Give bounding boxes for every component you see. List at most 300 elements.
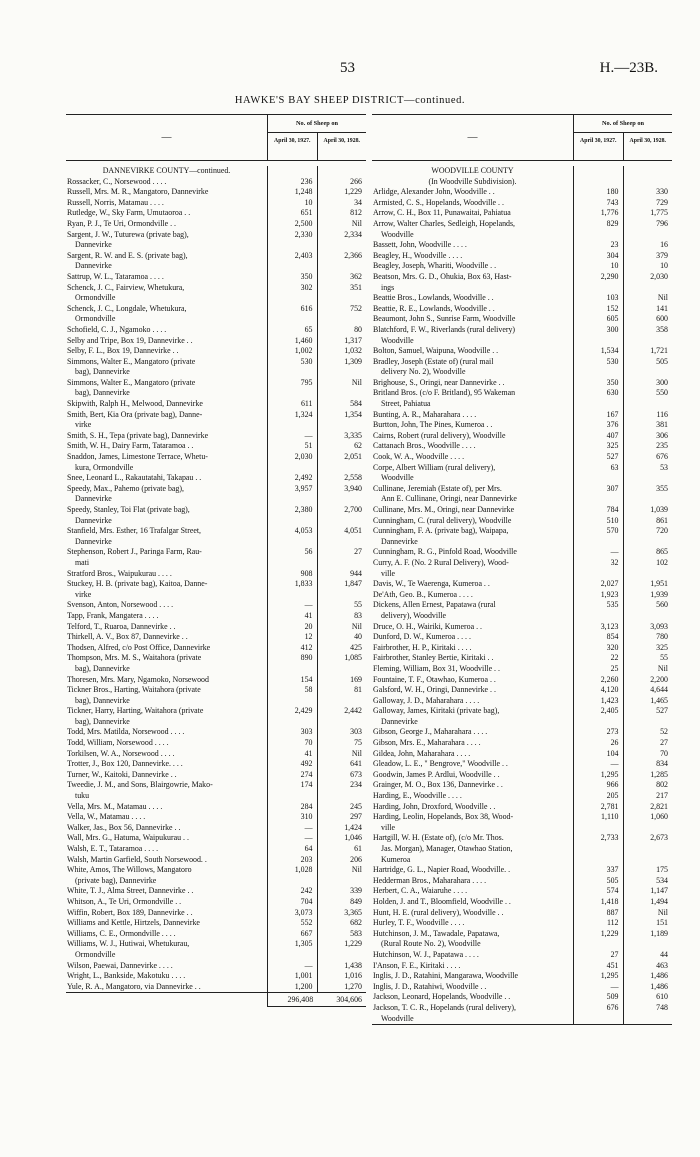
entry-name: kura, Ormondville <box>75 462 134 472</box>
sheep-1927: 1,923 <box>600 589 619 599</box>
sheep-1927: 1,534 <box>600 346 619 356</box>
entry-name: Dannevirke <box>75 261 112 271</box>
sheep-1927: 2,403 <box>294 250 313 260</box>
sheep-1928: 27 <box>354 547 362 557</box>
sheep-1927: 325 <box>606 441 619 451</box>
sheep-1928: Nil <box>351 865 362 875</box>
entry-name: Dunford, D. W., Kumeroa . . . . <box>373 632 471 642</box>
sheep-1927: 530 <box>606 356 619 366</box>
entry-name: virke <box>75 420 92 430</box>
entry-name: bag), Dannevirke <box>75 367 130 377</box>
sheep-1927: 530 <box>300 356 313 366</box>
sheep-1927: 1,324 <box>294 409 313 419</box>
entry-name: Grainger, M. O., Box 136, Dannevirke . . <box>373 780 503 790</box>
entry-name: Skipwith, Ralph H., Melwood, Dannevirke <box>67 399 203 409</box>
sheep-1928: 720 <box>656 526 668 536</box>
entry-name: Herbert, C. A., Waiaruhe . . . . <box>373 886 468 896</box>
tables-container <box>66 114 672 1025</box>
sheep-1927: 307 <box>606 483 619 493</box>
entry-name: Woodville <box>381 335 414 345</box>
sheep-1927: 535 <box>606 600 619 610</box>
table-body <box>372 161 672 1025</box>
sheep-1928 <box>624 473 673 484</box>
sheep-1928: 83 <box>354 610 362 620</box>
sheep-1927: 509 <box>606 992 619 1002</box>
sheep-1928 <box>318 558 367 569</box>
sheep-1928 <box>624 283 673 294</box>
entry-name: Simmons, Walter E., Mangatoro (private <box>67 356 196 366</box>
entry-name: Dannevirke <box>75 536 112 546</box>
entry-name: Vella, Mrs. M., Matamau . . . . <box>67 801 163 811</box>
entry-name: Stephenson, Robert J., Paringa Farm, Rau- <box>67 547 202 557</box>
sheep-1928 <box>318 420 367 431</box>
table-header <box>372 114 672 161</box>
header-1927: April 30, 1927. <box>268 133 318 160</box>
sheep-1928: 266 <box>350 176 362 186</box>
sheep-1928: 300 <box>656 377 668 387</box>
left-table <box>66 114 366 1025</box>
entry-name: Cattanach Bros., Woodville . . . . <box>373 441 476 451</box>
entry-name: Beaumont, John S., Sunrise Farm, Woodville <box>373 314 516 324</box>
sheep-1928: 560 <box>656 600 668 610</box>
entry-name: Hunt, H. E. (rural delivery), Woodville . . <box>373 907 504 917</box>
entry-name: bag), Dannevirke <box>75 663 130 673</box>
sheep-1928: Nil <box>351 377 362 387</box>
sheep-1927 <box>268 664 317 675</box>
entry-name: Russell, Mrs. M. R., Mangatoro, Dannevirke <box>67 187 209 197</box>
sheep-1927: 1,110 <box>601 812 619 822</box>
sheep-1927: — <box>304 600 313 610</box>
entry-name: Wright, L., Bankside, Makotuku . . . . <box>67 971 186 981</box>
sheep-1928: 217 <box>656 791 668 801</box>
entry-name: Cook, W. A., Woodville . . . . <box>373 452 465 462</box>
sheep-1928: Nil <box>657 293 668 303</box>
sheep-1928: 70 <box>660 748 668 758</box>
entry-name: Thodsen, Alfred, c/o Post Office, Dannevirke <box>67 642 211 652</box>
sheep-1927: 1,305 <box>294 939 313 949</box>
sheep-1927: 205 <box>606 791 619 801</box>
sheep-1928: 527 <box>656 706 668 716</box>
sheep-1928: 1,147 <box>650 886 668 896</box>
sheep-1927: 451 <box>606 960 619 970</box>
entry-name: Todd, Mrs. Matilda, Norsewood . . . . <box>67 727 185 737</box>
sheep-1928 <box>318 791 367 802</box>
sheep-1928: 44 <box>660 949 668 959</box>
sheep-1927: — <box>304 833 313 843</box>
sheep-1927: 103 <box>606 293 619 303</box>
sheep-1927: 64 <box>304 844 313 853</box>
sheep-1927 <box>268 558 317 569</box>
entry-name: Dannevirke <box>75 494 112 504</box>
table-header <box>66 114 366 161</box>
entry-name: Dannevirke <box>75 240 112 250</box>
sheep-1927: 112 <box>606 918 619 928</box>
entry-name: Ormondville <box>75 949 116 959</box>
sheep-1927 <box>268 537 317 548</box>
entry-name: Kumeroa <box>381 854 411 864</box>
entry-name: Hartgill, W. H. (Estate of), (c/o Mr. Thos. <box>373 833 504 843</box>
sheep-1927: — <box>304 430 313 440</box>
entry-name: Bolton, Samuel, Waipuna, Woodville . . <box>373 346 499 356</box>
sheep-1927: 552 <box>300 918 313 928</box>
sheep-1927: 350 <box>606 377 619 387</box>
page-title: HAWKE'S BAY SHEEP DISTRICT—continued. <box>234 95 466 106</box>
entry-name: Cunningham, R. G., Pinfold Road, Woodville <box>373 547 517 557</box>
entry-name: Beattie Bros., Lowlands, Woodville . . <box>373 293 494 303</box>
sheep-1928 <box>624 230 673 241</box>
names-column <box>66 166 268 992</box>
sheep-1927: 303 <box>300 727 313 737</box>
sheep-1928 <box>624 399 673 410</box>
sheep-1928: 330 <box>656 187 668 197</box>
entry-name: Galsford, W. H., Oringi, Dannevirke . . <box>373 685 496 695</box>
sheep-1928: 1,775 <box>650 208 668 218</box>
sheep-1928: 351 <box>350 282 362 292</box>
entry-name: Speedy, Max., Pahemo (private bag), <box>67 483 184 493</box>
page-reference: H.—23B. <box>599 60 658 76</box>
sheep-1928: 116 <box>656 409 668 419</box>
entry-name: ville <box>381 822 396 832</box>
sheep-1928: 1,354 <box>344 409 362 419</box>
sheep-1928: 40 <box>354 632 362 642</box>
values-1928 <box>624 166 673 1024</box>
values-columns <box>574 166 672 1024</box>
sheep-1928: 1,046 <box>344 833 362 843</box>
entry-name: Street, Pahiatua <box>381 399 431 409</box>
sheep-1928: 206 <box>350 854 362 864</box>
header-sheep-on: No. of Sheep on <box>268 115 366 133</box>
sheep-1928: 425 <box>350 642 362 652</box>
entry-name: Gildea, John, Maharahara . . . . <box>373 748 471 758</box>
sheep-1927: 2,500 <box>294 218 313 228</box>
sheep-1927: — <box>610 981 619 991</box>
sheep-1927: 908 <box>300 568 313 578</box>
sheep-1927: 1,418 <box>600 896 619 906</box>
right-table <box>372 114 672 1025</box>
sheep-1927: 510 <box>606 515 619 525</box>
sheep-1927 <box>574 336 623 347</box>
entry-name: Schenck, J. C., Fairview, Whetukura, <box>67 282 185 292</box>
sheep-1927: 527 <box>606 452 619 462</box>
sheep-1928: 381 <box>656 420 668 430</box>
sheep-1927 <box>574 611 623 622</box>
sheep-1927: — <box>304 960 313 970</box>
sheep-1928: 175 <box>656 865 668 875</box>
entry-name: Schenck, J. C., Longdale, Whetukura, <box>67 303 187 313</box>
sheep-1928: 861 <box>656 515 668 525</box>
sheep-1928 <box>318 261 367 272</box>
sheep-1928 <box>318 494 367 505</box>
entry-name: Ormondville <box>75 293 116 303</box>
entry-name: Jas. Morgan), Manager, Otawhao Station, <box>381 844 513 853</box>
entry-name: Curry, A. F. (No. 2 Rural Delivery), Wood- <box>373 557 509 567</box>
sheep-1928 <box>624 177 673 188</box>
sheep-1927: 10 <box>304 197 313 207</box>
sheep-1927: 154 <box>300 674 313 684</box>
sheep-1928: 748 <box>656 1002 668 1012</box>
sheep-1927 <box>268 314 317 325</box>
page-number: 53 <box>340 60 355 76</box>
sheep-1928: Nil <box>351 748 362 758</box>
sheep-1928: 752 <box>350 303 362 313</box>
sheep-1928: 463 <box>656 960 668 970</box>
sheep-1928: Nil <box>351 218 362 228</box>
entry-name: Inglis, J. D., Ratahini, Mangarawa, Woodville <box>373 971 518 981</box>
entry-name: Cullinane, Jeremiah (Estate of), per Mrs. <box>373 483 502 493</box>
sheep-1928: 4,644 <box>650 685 668 695</box>
sheep-1927 <box>574 367 623 378</box>
sheep-1928 <box>318 314 367 325</box>
sheep-1928: 1,309 <box>344 356 362 366</box>
sheep-1928: 1,317 <box>344 335 362 345</box>
sheep-1928: 1,424 <box>344 822 362 832</box>
sheep-1928: 303 <box>350 727 362 737</box>
sheep-1927: 284 <box>300 801 313 811</box>
sheep-1927: 51 <box>304 441 313 451</box>
sheep-1928 <box>624 844 673 855</box>
sheep-1927 <box>574 494 623 505</box>
sheep-1927: 174 <box>300 780 313 790</box>
sheep-1927: 407 <box>606 430 619 440</box>
sheep-1927: — <box>610 759 619 769</box>
entry-name: tuku <box>75 791 90 801</box>
entry-name: Bassett, John, Woodville . . . . <box>373 240 467 250</box>
entry-name: Holden, J. and T., Bloomfield, Woodville . . <box>373 896 511 906</box>
sheep-1928: 550 <box>656 388 668 398</box>
sheep-1928: 1,847 <box>344 579 362 589</box>
sheep-1928: 34 <box>354 197 362 207</box>
sheep-1928: 641 <box>350 759 362 769</box>
sheep-1928: 1,189 <box>650 928 668 938</box>
sheep-1927: — <box>304 822 313 832</box>
sheep-1927: 22 <box>610 653 619 663</box>
sheep-1927 <box>268 420 317 431</box>
sheep-1927: 1,248 <box>294 187 313 197</box>
sheep-1927: 574 <box>606 886 619 896</box>
entry-name: Hedderman Bros., Maharahara . . . . <box>373 875 487 885</box>
sheep-1928: 3,093 <box>650 621 668 631</box>
sheep-1928 <box>624 939 673 950</box>
sheep-1928: 583 <box>350 928 362 938</box>
sheep-1928: 1,229 <box>344 187 362 197</box>
sheep-1928: 1,016 <box>344 971 362 981</box>
entry-name: (private bag), Dannevirke <box>75 875 157 885</box>
sheep-1927: 63 <box>610 462 619 472</box>
header-sheep-on: No. of Sheep on <box>574 115 672 133</box>
entry-name: Beatson, Mrs. G. D., Ohukia, Box 63, Hast- <box>373 271 512 281</box>
sheep-1928: 2,700 <box>344 505 362 514</box>
entry-name: Dickens, Allen Ernest, Papatawa (rural <box>373 600 496 610</box>
sheep-1927: 203 <box>300 854 313 864</box>
entry-name: Telford, T., Ruaroa, Dannevirke . . <box>67 621 176 631</box>
entry-name: bag), Dannevirke <box>75 388 130 398</box>
sheep-1927: 505 <box>606 875 619 885</box>
sheep-1928 <box>318 590 367 601</box>
sheep-1928: 2,366 <box>344 250 362 260</box>
sheep-1928: 297 <box>350 812 362 822</box>
sheep-1927 <box>574 717 623 728</box>
sheep-1928: 610 <box>656 992 668 1002</box>
entry-name: Stuckey, H. B. (private bag), Kaitoa, Danne- <box>67 579 208 589</box>
totals-row <box>66 993 366 1007</box>
sheep-1927: 41 <box>304 610 313 620</box>
entry-name: mati <box>75 557 90 567</box>
entry-name: Burtton, John, The Pines, Kumeroa . . <box>373 420 493 430</box>
entry-name: Thoresen, Mrs. Mary, Ngamoko, Norsewood <box>67 674 209 684</box>
entry-name: Whitson, A., Te Uri, Ormondville . . <box>67 896 182 906</box>
sheep-1927: 58 <box>304 685 313 695</box>
entry-name: Galloway, James, Kiritaki (private bag), <box>373 706 500 716</box>
sheep-1928: 1,039 <box>650 505 668 514</box>
entry-name: Williams and Kettle, Hirtzels, Dannevirke <box>67 918 200 928</box>
entry-name: Fairbrother, H. P., Kiritaki . . . . <box>373 642 472 652</box>
sheep-1928: 505 <box>656 356 668 366</box>
entry-name: Smith, S. H., Tepa (private bag), Dannevirke <box>67 430 209 440</box>
values-columns <box>268 166 366 992</box>
sheep-1927: 310 <box>300 812 313 822</box>
sheep-1928: 4,051 <box>344 526 362 536</box>
sheep-1927 <box>574 230 623 241</box>
entry-name: Hartridge, G. L., Napier Road, Woodville. . <box>373 865 511 875</box>
entry-name: Druce, O. H., Wairiki, Kumeroa . . <box>373 621 482 631</box>
entry-name: Ryan, P. J., Te Uri, Ormondville . . <box>67 218 177 228</box>
total-1928: 304,606 <box>317 993 366 1007</box>
sheep-1927: 2,030 <box>294 452 313 462</box>
entry-name: Fairbrother, Stanley Bertie, Kiritaki . . <box>373 653 494 663</box>
entry-name: White, Amos, The Willows, Mangatoro <box>67 865 192 875</box>
sheep-1927 <box>574 537 623 548</box>
sheep-1928: 61 <box>354 844 362 853</box>
sheep-1927: 1,200 <box>294 981 313 991</box>
entry-name: bag), Dannevirke <box>75 695 130 705</box>
sheep-1927: 676 <box>606 1002 619 1012</box>
sheep-1927: 302 <box>300 282 313 292</box>
sheep-1927: 492 <box>300 759 313 769</box>
sheep-1927 <box>268 516 317 527</box>
sheep-1927: 12 <box>304 632 313 642</box>
sheep-1927 <box>574 823 623 834</box>
entry-name: Vella, W., Matamau . . . . <box>67 812 146 822</box>
sheep-1927 <box>268 494 317 505</box>
sheep-1928: 849 <box>350 896 362 906</box>
sheep-1928: 55 <box>354 600 362 610</box>
entry-name: Selby and Tripe, Box 19, Dannevirke . . <box>67 335 193 345</box>
sheep-1928 <box>318 463 367 474</box>
sheep-1927: 2,405 <box>600 706 619 716</box>
sheep-1927: 4,053 <box>294 526 313 536</box>
sheep-1928: 52 <box>660 727 668 737</box>
sheep-1928: 1,438 <box>344 960 362 970</box>
entry-name: Harding, E., Woodville . . . . <box>373 791 462 801</box>
table-body <box>66 161 366 993</box>
sheep-1927: 10 <box>610 261 619 271</box>
entry-name: Dannevirke <box>381 716 418 726</box>
sheep-1927: 412 <box>300 642 313 652</box>
sheep-1928 <box>624 336 673 347</box>
entry-name: ville <box>381 568 396 578</box>
sheep-1927: 3,957 <box>294 483 313 493</box>
sheep-1927: 41 <box>304 748 313 758</box>
entry-name: Sargent, J. W., Tuturewa (private bag), <box>67 229 189 239</box>
sheep-1928: 2,200 <box>650 674 668 684</box>
sheep-1927 <box>574 569 623 580</box>
sheep-1927: 236 <box>300 176 313 186</box>
entry-name: Tickner Bros., Harting, Waitahora (private <box>67 685 201 695</box>
sheep-1928 <box>624 537 673 548</box>
sheep-1928: 379 <box>656 250 668 260</box>
entry-name: Arrow, Walter Charles, Sedleigh, Hopelands, <box>373 218 516 228</box>
sheep-1927: 3,073 <box>294 907 313 917</box>
sheep-1928 <box>318 717 367 728</box>
sheep-1927: 743 <box>606 197 619 207</box>
entry-name: Russell, Norris, Matamau . . . . <box>67 197 164 207</box>
sheep-1928: 3,940 <box>344 483 362 493</box>
sheep-1927 <box>574 399 623 410</box>
sheep-1928: 62 <box>354 441 362 451</box>
sheep-1928: 1,494 <box>650 896 668 906</box>
sheep-1928: 362 <box>350 271 362 281</box>
sheep-1928 <box>318 293 367 304</box>
sheep-1927: 273 <box>606 727 619 737</box>
sheep-1928: 355 <box>656 483 668 493</box>
sheep-1927: 1,002 <box>294 346 313 356</box>
entry-name: Inglis, J. D., Ratahiwi, Woodville . . <box>373 981 487 991</box>
entry-name: Gleadow, L. E., " Bengrove," Woodville . . <box>373 759 508 769</box>
sheep-1927 <box>574 939 623 950</box>
sheep-1928: 81 <box>354 685 362 695</box>
sheep-1928: 1,939 <box>650 589 668 599</box>
sheep-1927: 320 <box>606 642 619 652</box>
sheep-1927: 23 <box>610 240 619 250</box>
sheep-1928 <box>624 569 673 580</box>
entry-name: Goodwin, James P. Ardlui, Woodville . . <box>373 769 500 779</box>
sheep-1927: 274 <box>300 769 313 779</box>
sheep-1927: 1,295 <box>600 769 619 779</box>
sheep-1928 <box>624 823 673 834</box>
sheep-1927: 651 <box>300 208 313 218</box>
sheep-1927 <box>268 463 317 474</box>
entry-name: Fleming, William, Box 31, Woodville . . <box>373 663 500 673</box>
header-group <box>574 115 672 160</box>
sheep-1928: 1,270 <box>344 981 362 991</box>
sheep-1927: 304 <box>606 250 619 260</box>
entry-name: Gibson, George J., Maharahara . . . . <box>373 727 488 737</box>
sheep-1928: 1,060 <box>650 812 668 822</box>
entry-name: Gibson, Mrs. E., Maharahara . . . . <box>373 738 481 748</box>
values-1927 <box>574 166 624 1024</box>
entry-name: Trotter, J., Box 120, Dannevirke. . . . <box>67 759 183 769</box>
entry-name: Wiffin, Robert, Box 189, Dannevirke . . <box>67 907 193 917</box>
sheep-1928: 780 <box>656 632 668 642</box>
sheep-1927 <box>574 166 623 177</box>
sheep-1927: 704 <box>300 896 313 906</box>
sheep-1927: 1,776 <box>600 208 619 218</box>
sheep-1927: 300 <box>606 324 619 334</box>
sheep-1928: 1,721 <box>650 346 668 356</box>
entry-name: Tickner, Harry, Harting, Waitahora (private <box>67 706 204 716</box>
names-column <box>372 166 574 1024</box>
sheep-1927 <box>268 261 317 272</box>
sheep-1928: Nil <box>351 621 362 631</box>
entry-name: Turner, W., Kaitoki, Dannevirke . . <box>67 769 177 779</box>
sheep-1928: 2,821 <box>650 801 668 811</box>
sheep-1928: 2,334 <box>344 229 362 239</box>
sheep-1928: 1,085 <box>344 653 362 663</box>
entry-name: Cairns, Robert (rural delivery), Woodville <box>373 430 506 440</box>
entry-name: Selby, F. L., Box 19, Dannevirke . . <box>67 346 179 356</box>
entry-name: Walsh, Martin Garfield, South Norsewood. . <box>67 854 207 864</box>
values-1928 <box>318 166 367 992</box>
